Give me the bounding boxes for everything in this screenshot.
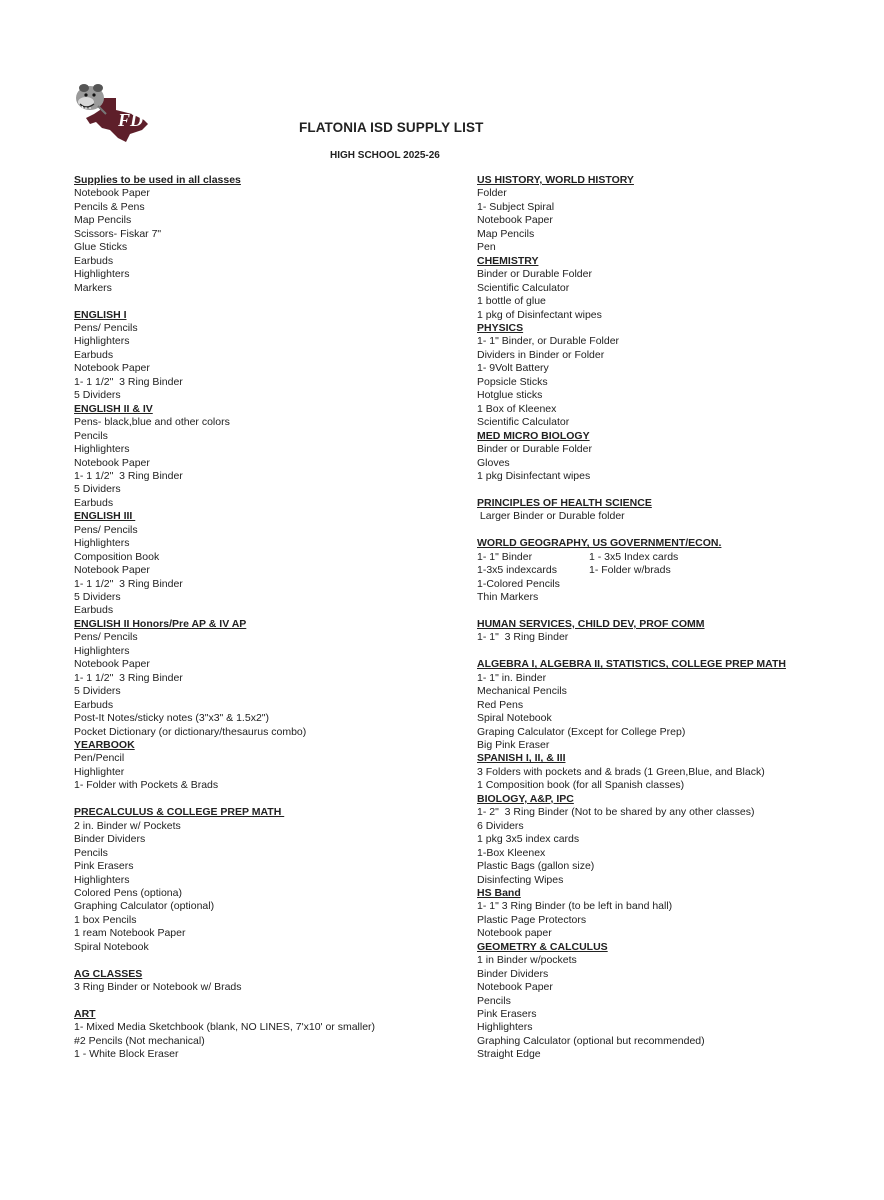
section-heading: ENGLISH I bbox=[74, 308, 127, 321]
supply-item: Pens/ Pencils bbox=[74, 321, 138, 334]
supply-item: Highlighters bbox=[74, 644, 130, 657]
supply-item: 1-Box Kleenex bbox=[477, 846, 546, 859]
supply-item: 1- 1 1/2" 3 Ring Binder bbox=[74, 375, 183, 388]
section-heading: YEARBOOK bbox=[74, 739, 135, 752]
section-heading: MED MICRO BIOLOGY bbox=[477, 429, 590, 442]
supply-item: 1-3x5 indexcards bbox=[477, 564, 557, 577]
supply-item: 1- 1" 3 Ring Binder (to be left in band hall) bbox=[477, 900, 673, 913]
supply-item: Pencils & Pens bbox=[74, 200, 145, 213]
supply-item: Binder Dividers bbox=[74, 833, 146, 846]
supply-item: Pocket Dictionary (or dictionary/thesaurus combo) bbox=[74, 725, 307, 738]
supply-item: 5 Dividers bbox=[74, 389, 121, 402]
supply-item: 1- Folder w/brads bbox=[589, 564, 671, 577]
supply-item: Spiral Notebook bbox=[74, 940, 149, 953]
section-heading: PHYSICS bbox=[477, 321, 524, 334]
supply-item: Highlighters bbox=[477, 1021, 533, 1034]
supply-item: 1 ream Notebook Paper bbox=[74, 927, 186, 940]
section-english-3 bbox=[74, 510, 464, 618]
supply-item: 2 in. Binder w/ Pockets bbox=[74, 819, 181, 832]
supply-item: Highlighters bbox=[74, 873, 130, 886]
supply-item: Highlighter bbox=[74, 765, 125, 778]
supply-item: Post-It Notes/sticky notes (3"x3" & 1.5x2") bbox=[74, 712, 270, 725]
supply-item: Notebook Paper bbox=[74, 187, 150, 200]
supply-item: 1- 1" in. Binder bbox=[477, 671, 547, 684]
supply-item: 1 box Pencils bbox=[74, 913, 137, 926]
section-heading: HS Band bbox=[477, 886, 521, 899]
flatonia-bulldog-logo bbox=[72, 80, 152, 146]
section-heading: PRINCIPLES OF HEALTH SCIENCE bbox=[477, 496, 652, 509]
supply-item: Scientific Calculator bbox=[477, 281, 570, 294]
supply-item: Notebook Paper bbox=[74, 658, 150, 671]
supply-item: 5 Dividers bbox=[74, 685, 121, 698]
section-precalculus bbox=[74, 806, 464, 954]
supply-item: Binder or Durable Folder bbox=[477, 268, 592, 281]
supply-item: 1 in Binder w/pockets bbox=[477, 954, 577, 967]
supply-item: 1- 1 1/2" 3 Ring Binder bbox=[74, 469, 183, 482]
supply-item: Spiral Notebook bbox=[477, 712, 552, 725]
section-human-services bbox=[477, 618, 867, 645]
section-english-honors bbox=[74, 618, 464, 739]
supply-item: Pink Erasers bbox=[74, 860, 134, 873]
supply-item: Graping Calculator (Except for College Prep) bbox=[477, 725, 686, 738]
section-health-science bbox=[477, 497, 867, 524]
section-heading: AG CLASSES bbox=[74, 967, 143, 980]
supply-item: Popsicle Sticks bbox=[477, 375, 548, 388]
supply-item: 3 Folders with pockets and & brads (1 Green,Blue, and Black) bbox=[477, 765, 765, 778]
supply-item: Larger Binder or Durable folder bbox=[477, 510, 625, 523]
supply-item: Glue Sticks bbox=[74, 241, 128, 254]
supply-item: 1- 1" Binder, or Durable Folder bbox=[477, 335, 620, 348]
supply-item: 5 Dividers bbox=[74, 483, 121, 496]
supply-item: Graphing Calculator (optional but recommended) bbox=[477, 1034, 705, 1047]
supply-item: Notebook Paper bbox=[477, 981, 553, 994]
supply-item: Mechanical Pencils bbox=[477, 685, 567, 698]
supply-item: Highlighters bbox=[74, 268, 130, 281]
section-biology bbox=[477, 793, 867, 887]
supply-item: Highlighters bbox=[74, 537, 130, 550]
section-heading: CHEMISTRY bbox=[477, 254, 539, 267]
supply-item: Earbuds bbox=[74, 604, 114, 617]
supply-item: 1- 2" 3 Ring Binder (Not to be shared by any other classes) bbox=[477, 806, 755, 819]
supply-item: 1- 1 1/2" 3 Ring Binder bbox=[74, 577, 183, 590]
section-heading: ENGLISH II Honors/Pre AP & IV AP bbox=[74, 617, 247, 630]
supply-item: Pencils bbox=[74, 846, 108, 859]
section-geometry-calculus bbox=[477, 941, 867, 1062]
section-hs-band bbox=[477, 887, 867, 941]
supply-row bbox=[477, 578, 867, 591]
supply-item: 1 pkg 3x5 index cards bbox=[477, 833, 580, 846]
supply-item: Binder Dividers bbox=[477, 967, 549, 980]
supply-item: Plastic Page Protectors bbox=[477, 913, 587, 926]
section-ag-classes bbox=[74, 968, 464, 995]
supply-item: 1- 1 1/2" 3 Ring Binder bbox=[74, 671, 183, 684]
supply-item: Hotglue sticks bbox=[477, 389, 543, 402]
supply-item: Notebook Paper bbox=[74, 362, 150, 375]
section-chemistry bbox=[477, 255, 867, 322]
supply-item: Composition Book bbox=[74, 550, 160, 563]
supply-item: Pencils bbox=[477, 994, 511, 1007]
supply-item: Notebook Paper bbox=[477, 214, 553, 227]
section-algebra bbox=[477, 658, 867, 752]
supply-item: 1-Colored Pencils bbox=[477, 577, 560, 590]
section-english-1 bbox=[74, 309, 464, 403]
supply-item: Pen/Pencil bbox=[74, 752, 125, 765]
right-column bbox=[477, 174, 867, 1062]
section-med-micro-biology bbox=[477, 430, 867, 484]
supply-item: Pens/ Pencils bbox=[74, 523, 138, 536]
section-world-geography bbox=[477, 537, 867, 604]
section-english-2-4 bbox=[74, 403, 464, 511]
section-heading: PRECALCULUS & COLLEGE PREP MATH bbox=[74, 806, 285, 819]
supply-item: Earbuds bbox=[74, 496, 114, 509]
section-heading: ENGLISH II & IV bbox=[74, 402, 153, 415]
supply-item: 1- 1" Binder bbox=[477, 550, 533, 563]
supply-item: 1 - White Block Eraser bbox=[74, 1048, 179, 1061]
section-art bbox=[74, 1008, 464, 1062]
supply-item: Pink Erasers bbox=[477, 1008, 537, 1021]
supply-item: Scientific Calculator bbox=[477, 416, 570, 429]
supply-item: Markers bbox=[74, 281, 112, 294]
supply-item: #2 Pencils (Not mechanical) bbox=[74, 1034, 205, 1047]
section-heading: ENGLISH III bbox=[74, 510, 136, 523]
section-heading: GEOMETRY & CALCULUS bbox=[477, 940, 608, 953]
page-subtitle: HIGH SCHOOL 2025-26 bbox=[330, 150, 440, 161]
supply-item: Highlighters bbox=[74, 443, 130, 456]
supply-item: 1 Box of Kleenex bbox=[477, 402, 557, 415]
supply-item: 1 bottle of glue bbox=[477, 295, 546, 308]
supply-item: 1 Composition book (for all Spanish classes) bbox=[477, 779, 685, 792]
supply-item: Folder bbox=[477, 187, 507, 200]
supply-item: Scissors- Fiskar 7" bbox=[74, 227, 162, 240]
supply-item: Plastic Bags (gallon size) bbox=[477, 860, 595, 873]
section-heading: HUMAN SERVICES, CHILD DEV, PROF COMM bbox=[477, 617, 705, 630]
supply-item: 6 Dividers bbox=[477, 819, 524, 832]
supply-item: 1- 1" 3 Ring Binder bbox=[477, 631, 569, 644]
section-heading: ART bbox=[74, 1008, 96, 1021]
left-column bbox=[74, 174, 464, 1062]
supply-item: Pens- black,blue and other colors bbox=[74, 416, 230, 429]
section-yearbook bbox=[74, 739, 464, 793]
supply-item: 1 - 3x5 Index cards bbox=[589, 550, 679, 563]
supply-row bbox=[477, 551, 867, 564]
supply-item: 1- Mixed Media Sketchbook (blank, NO LINES, 7'x10' or smaller) bbox=[74, 1021, 376, 1034]
section-physics bbox=[477, 322, 867, 430]
section-heading: BIOLOGY, A&P, IPC bbox=[477, 792, 574, 805]
texas-bulldog-emblem-icon bbox=[72, 80, 152, 146]
supply-item: 1 pkg of Disinfectant wipes bbox=[477, 308, 602, 321]
section-spanish bbox=[477, 752, 867, 792]
section-heading: ALGEBRA I, ALGEBRA II, STATISTICS, COLLEGE PREP MATH bbox=[477, 658, 786, 671]
supply-item: 1 pkg Disinfectant wipes bbox=[477, 469, 591, 482]
supply-item: Gloves bbox=[477, 456, 510, 469]
section-heading: WORLD GEOGRAPHY, US GOVERNMENT/ECON. bbox=[477, 537, 722, 550]
supply-item: Map Pencils bbox=[477, 227, 535, 240]
section-us-world-history bbox=[477, 174, 867, 255]
supply-item: Big Pink Eraser bbox=[477, 738, 550, 751]
supply-item: Earbuds bbox=[74, 348, 114, 361]
supply-item: Colored Pens (optiona) bbox=[74, 886, 182, 899]
supply-row bbox=[477, 591, 867, 604]
supply-item: Graphing Calculator (optional) bbox=[74, 900, 215, 913]
supply-item: Notebook Paper bbox=[74, 456, 150, 469]
supply-item: 1- Subject Spiral bbox=[477, 200, 555, 213]
section-all-classes bbox=[74, 174, 464, 295]
supply-item: 1- Folder with Pockets & Brads bbox=[74, 779, 219, 792]
supply-item: 1- 9Volt Battery bbox=[477, 362, 549, 375]
supply-item: Pencils bbox=[74, 429, 108, 442]
section-heading: US HISTORY, WORLD HISTORY bbox=[477, 174, 634, 186]
supply-item: Red Pens bbox=[477, 698, 524, 711]
section-heading: SPANISH I, II, & III bbox=[477, 752, 566, 765]
supply-item: Highlighters bbox=[74, 335, 130, 348]
supply-item: Pen bbox=[477, 241, 496, 254]
supply-item: Disinfecting Wipes bbox=[477, 873, 564, 886]
supply-item: Thin Markers bbox=[477, 591, 539, 604]
supply-item: Pens/ Pencils bbox=[74, 631, 138, 644]
svg-text:FD: FD bbox=[118, 110, 144, 130]
supply-item: Notebook paper bbox=[477, 927, 552, 940]
page-title: FLATONIA ISD SUPPLY LIST bbox=[299, 120, 484, 135]
supply-item: Dividers in Binder or Folder bbox=[477, 348, 605, 361]
supply-row bbox=[477, 564, 867, 577]
supply-item: Binder or Durable Folder bbox=[477, 443, 592, 456]
supply-item: Straight Edge bbox=[477, 1048, 541, 1061]
supply-item: Map Pencils bbox=[74, 214, 132, 227]
supply-item: Earbuds bbox=[74, 254, 114, 267]
supply-item: Earbuds bbox=[74, 698, 114, 711]
supply-item: Notebook Paper bbox=[74, 564, 150, 577]
supply-item: 5 Dividers bbox=[74, 591, 121, 604]
supply-item: 3 Ring Binder or Notebook w/ Brads bbox=[74, 981, 242, 994]
section-heading: Supplies to be used in all classes bbox=[74, 174, 241, 186]
